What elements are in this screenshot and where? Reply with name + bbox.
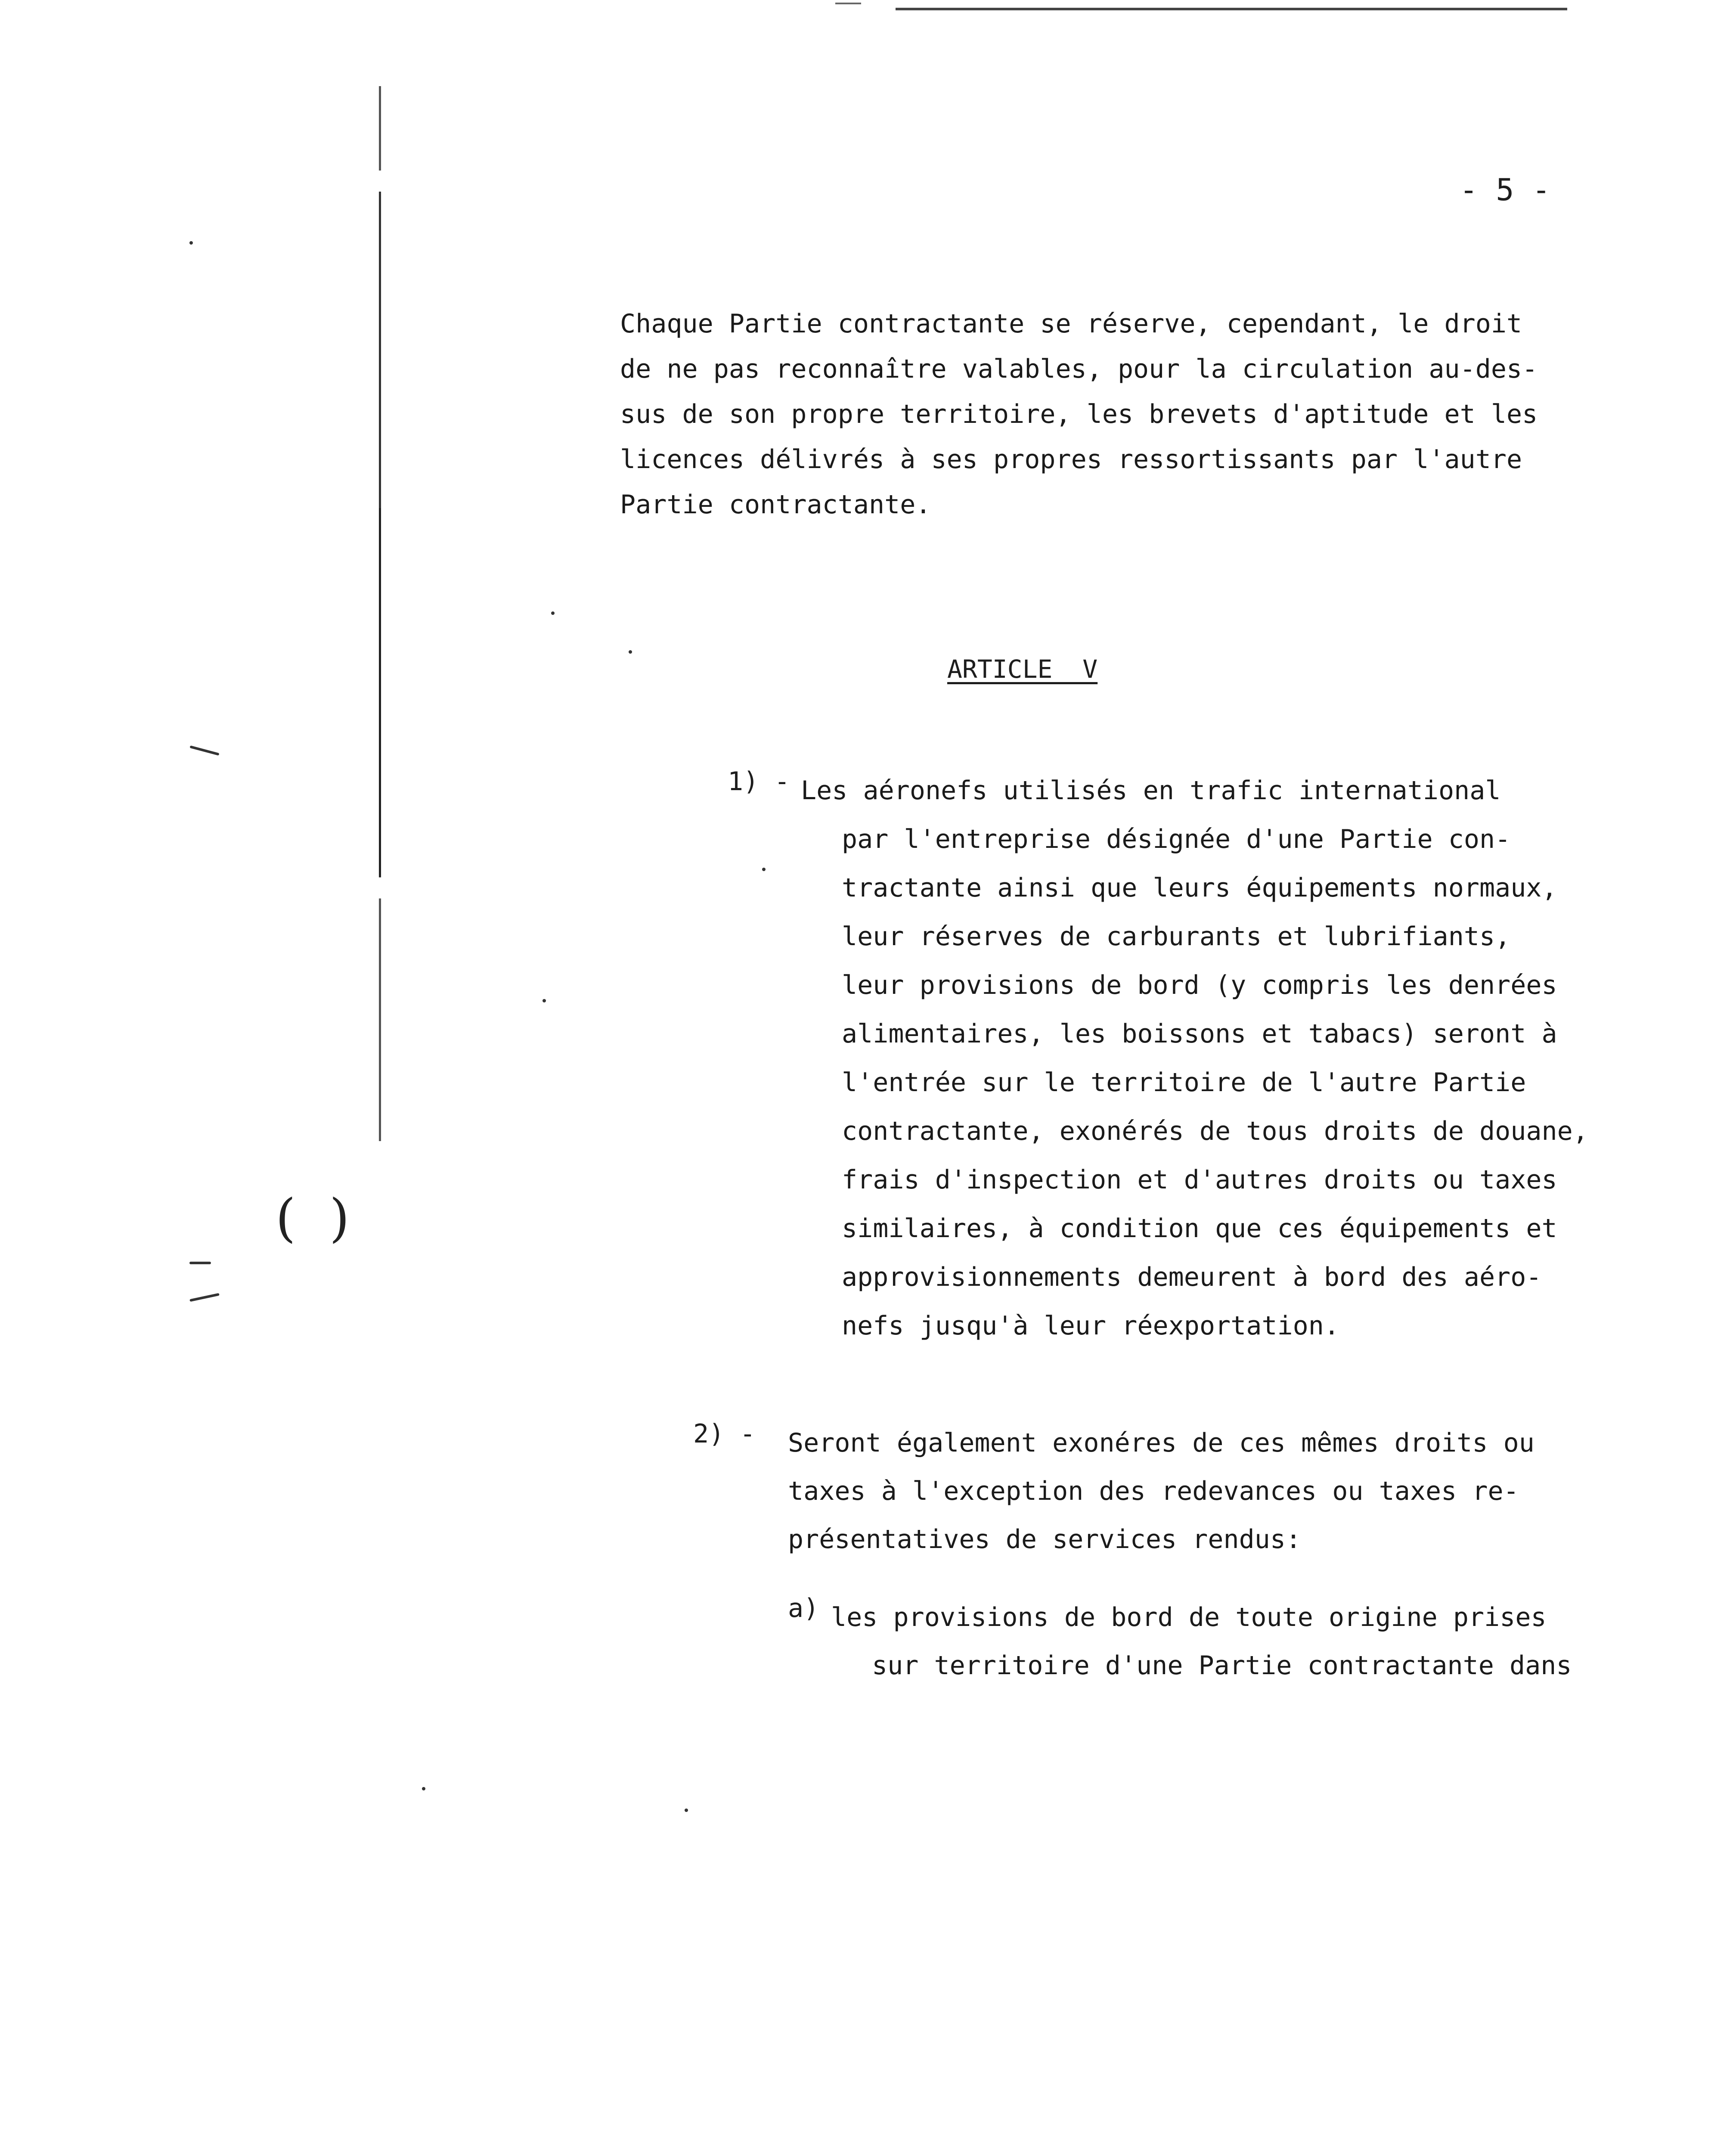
margin-mark: [189, 1293, 220, 1302]
item-1-text: [801, 766, 1588, 1350]
text-line: approvisionnements demeurent à bord des aéro-: [842, 1262, 1542, 1292]
text-line: leur réserves de carburants et lubrifiants,: [842, 921, 1511, 952]
binding-margin-line: [379, 86, 381, 1141]
punch-hole-mark: ( ): [276, 1188, 358, 1248]
text-line: leur provisions de bord (y compris les denrées: [842, 970, 1557, 1000]
text-line: l'entrée sur le territoire de l'autre Partie: [842, 1067, 1526, 1098]
text-line: nefs jusqu'à leur réexportation.: [842, 1311, 1339, 1341]
sub-item-a-label: a): [788, 1593, 819, 1623]
text-line: taxes à l'exception des redevances ou taxes re-: [788, 1476, 1519, 1506]
text-line: sus de son propre territoire, les brevets d'aptitude et les: [620, 399, 1538, 429]
item-2-number: 2) -: [693, 1419, 756, 1449]
text-line: Chaque Partie contractante se réserve, cependant, le droit: [620, 309, 1522, 339]
text-line: les provisions de bord de toute origine prises: [831, 1602, 1547, 1632]
article-heading: ARTICLE V: [947, 655, 1098, 684]
sub-item-a-text: [831, 1593, 1572, 1690]
scan-speck: [542, 999, 546, 1002]
item-2-text: [788, 1419, 1534, 1564]
scan-speck: [685, 1809, 688, 1812]
text-line: contractante, exonérés de tous droits de douane,: [842, 1116, 1588, 1146]
text-line: présentatives de services rendus:: [788, 1524, 1302, 1554]
margin-mark: [189, 1262, 211, 1264]
text-line: similaires, à condition que ces équipements et: [842, 1213, 1557, 1244]
text-line: licences délivrés à ses propres ressortissants par l'autre: [620, 444, 1522, 475]
text-line: alimentaires, les boissons et tabacs) seront à: [842, 1019, 1557, 1049]
text-line: par l'entreprise désignée d'une Partie con-: [842, 824, 1511, 854]
top-scan-mark: [835, 3, 861, 4]
scan-speck: [629, 650, 632, 654]
scan-speck: [422, 1787, 425, 1790]
intro-paragraph: [620, 301, 1538, 527]
margin-mark: [189, 745, 219, 756]
text-line: de ne pas reconnaître valables, pour la circulation au-des-: [620, 354, 1538, 384]
text-line: Les aéronefs utilisés en trafic international: [801, 776, 1501, 806]
text-line: Partie contractante.: [620, 490, 931, 520]
page-number: - 5 -: [1460, 172, 1550, 208]
text-line: Seront également exonéres de ces mêmes droits ou: [788, 1428, 1534, 1458]
text-line: tractante ainsi que leurs équipements normaux,: [842, 873, 1557, 903]
scan-speck: [762, 868, 766, 871]
scan-speck: [551, 611, 555, 615]
scan-speck: [189, 241, 193, 245]
text-line: sur territoire d'une Partie contractante dans: [872, 1650, 1572, 1681]
top-scan-rule: [896, 8, 1567, 10]
item-1-number: 1) -: [728, 766, 790, 797]
text-line: frais d'inspection et d'autres droits ou taxes: [842, 1165, 1557, 1195]
